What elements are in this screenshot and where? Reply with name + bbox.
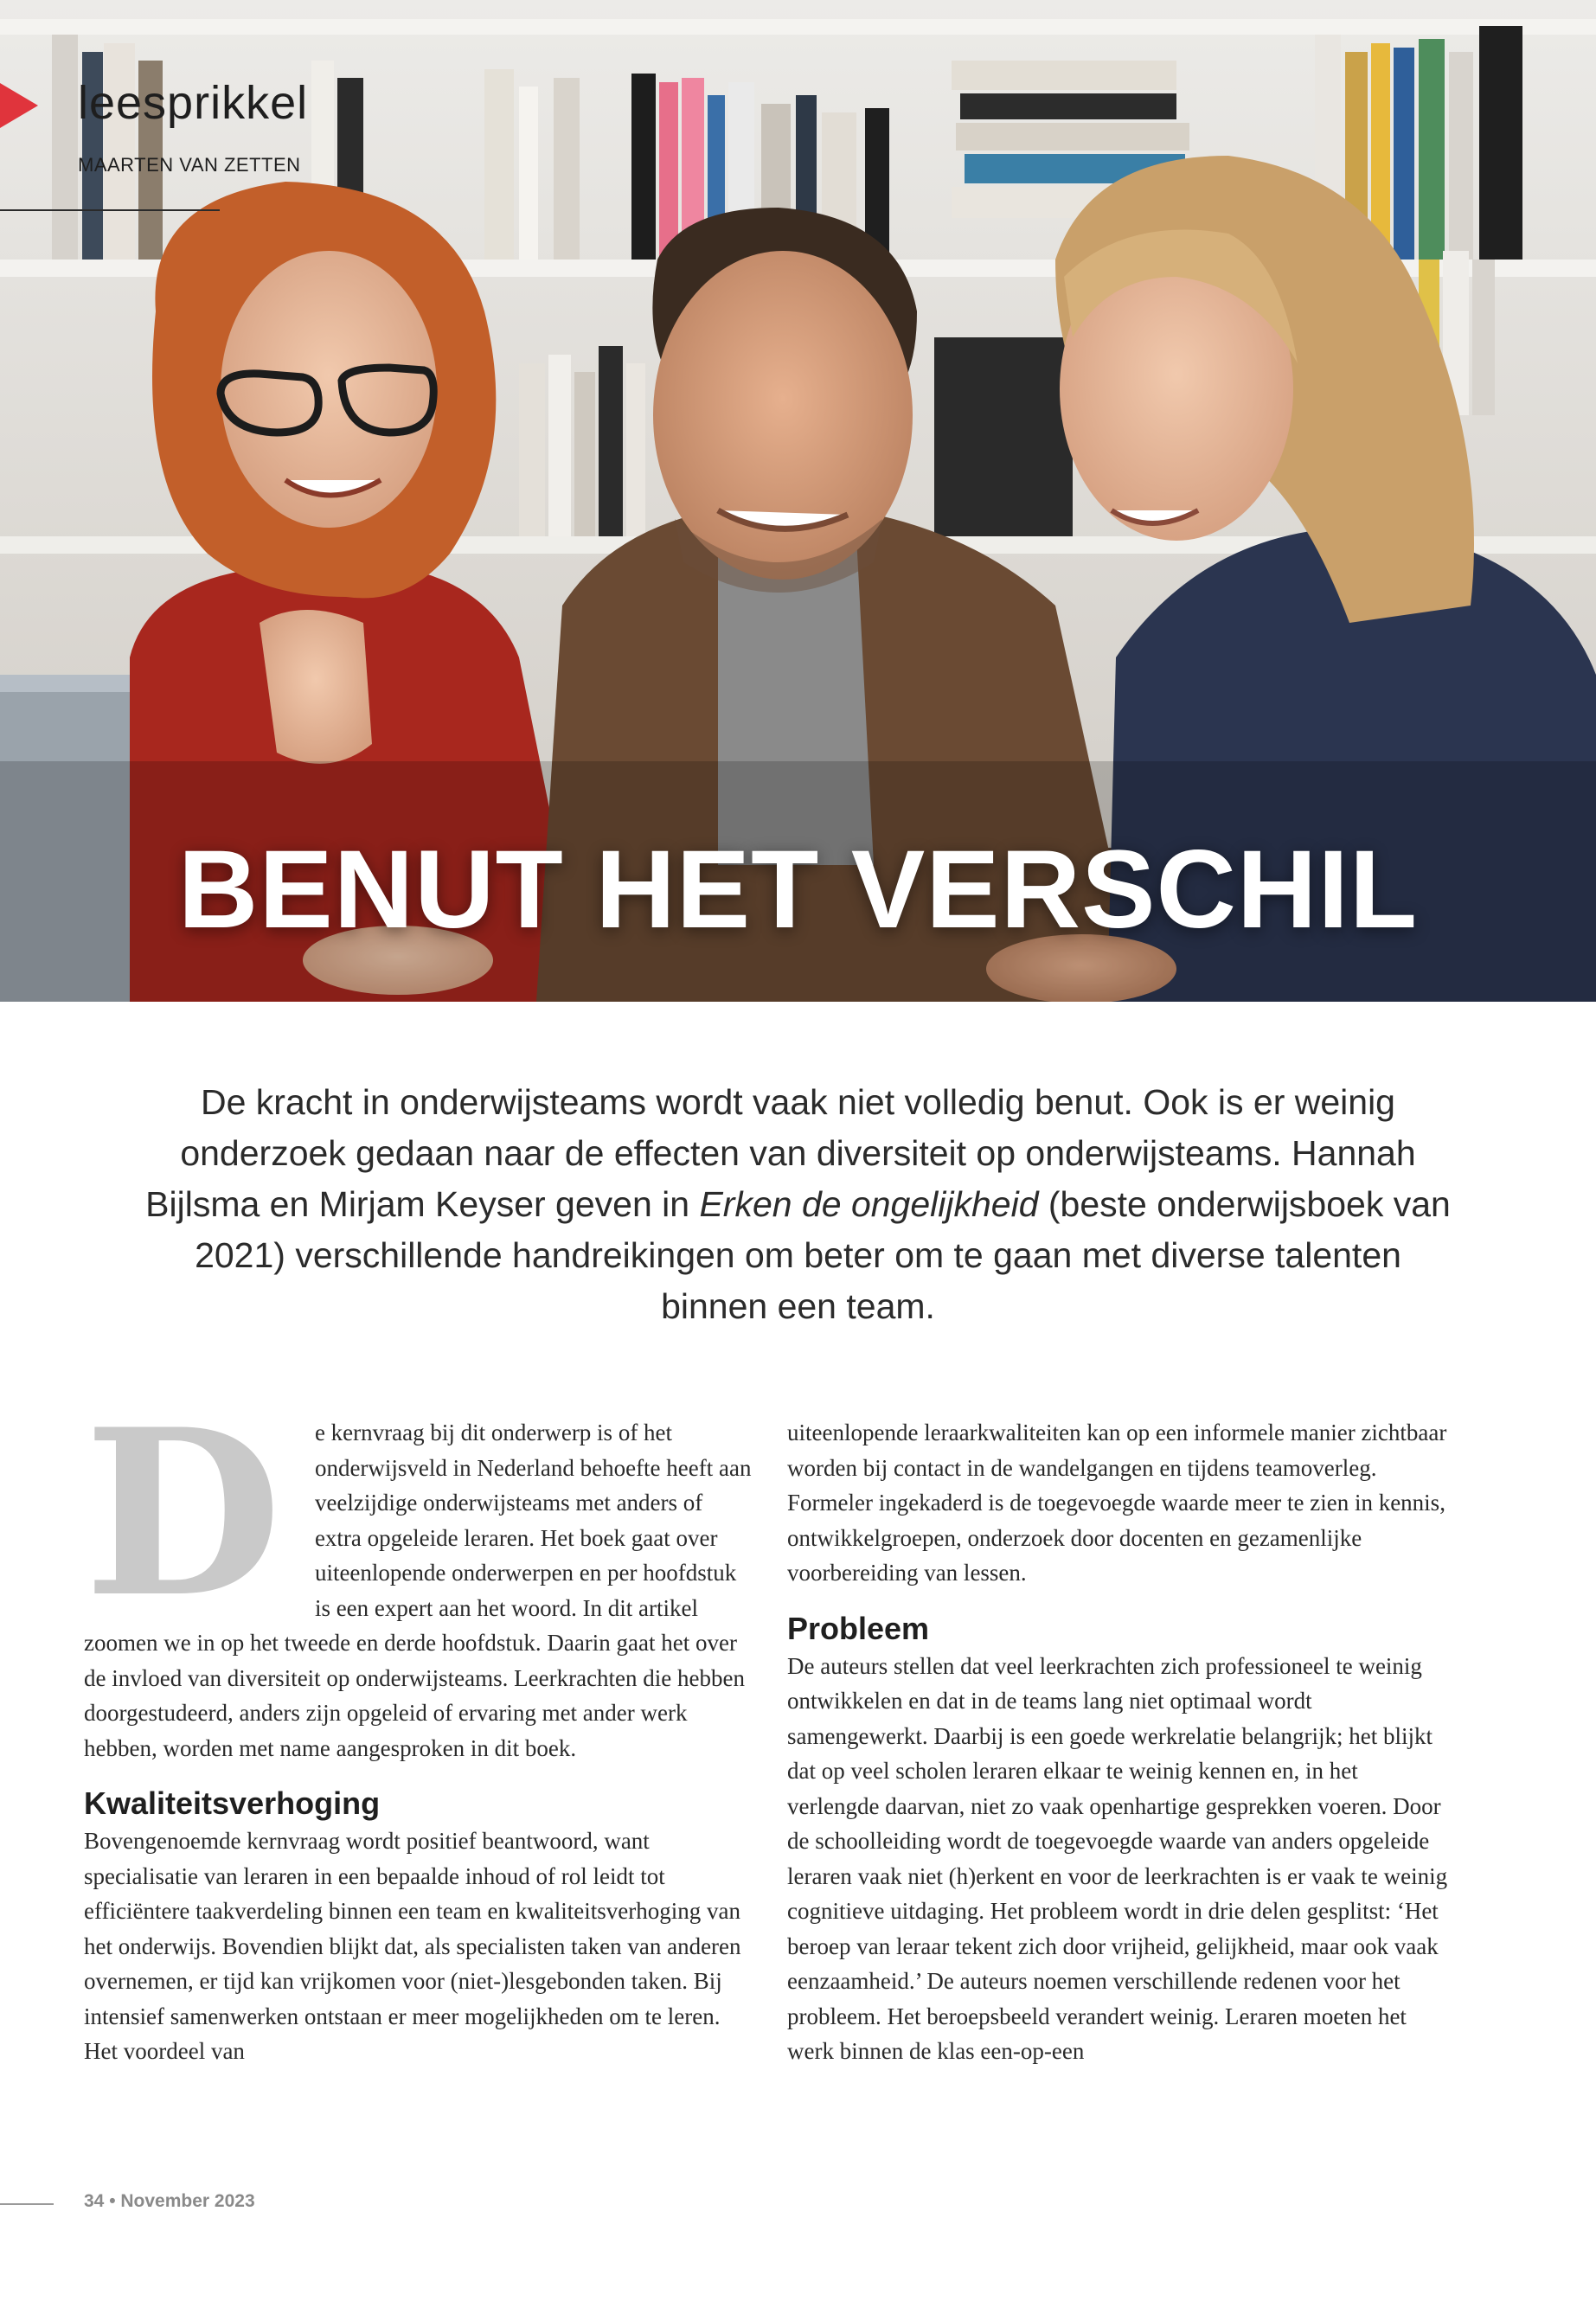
author-divider — [0, 209, 220, 211]
book-title: Erken de ongelijkheid — [699, 1184, 1039, 1224]
body-column-left — [84, 1380, 752, 2069]
paragraph-intro: e kernvraag bij dit onderwerp is of het onderwijsveld in Nederland behoefte heeft aan veelzijdige onderwijsteams met anders of extra opgeleide leraren. Het boek gaat over uiteenlopende onderwerpen en per hoofdstuk is een expert aan het woord. In dit artikel zoomen we in op het tweede en derde hoofdstuk. Daarin gaat het over de invloed van diversiteit op onderwijsteams. Leerkrachten die hebben doorgestudeerd, anders zijn opgeleid of ervaring met ander werk hebben, worden met name aangesproken in dit boek. — [84, 1420, 752, 1761]
body-column-right — [787, 1415, 1455, 2069]
paragraph-probleem: De auteurs stellen dat veel leerkrachten zich professioneel te weinig ontwikkelen en dat in de teams lang niet optimaal wordt samengewerkt. Daarbij is een goede werkrelatie belangrijk; het blijkt dat op veel scholen leraren elkaar te weinig kennen en, in het verlengde daarvan, niet zo vaak openhartige gesprekken voeren. Door de schoolleiding wordt de toegevoegde waarde van anders opgeleide leraren vaak niet (h)erkent en voor de leerkrachten is er vaak te weinig cognitieve uitdaging. Het probleem wordt in drie delen gesplitst: ‘Het beroep van leraar tekent zich door vrijheid, gelijkheid, maar ook vaak eenzaamheid.’ De auteurs noemen verschillende redenen voor het probleem. Het beroepsbeeld verandert weinig. Leraren moeten het werk binnen de klas een-op-een — [787, 1652, 1448, 2064]
section-label: leesprikkel — [78, 77, 309, 129]
intro-text-part2: (beste onderwijsboek van 2021) verschillende handreikingen om beter om te gaan met diverse talenten binnen een team. — [195, 1184, 1451, 1326]
subheading-kwaliteitsverhoging: Kwaliteitsverhoging — [84, 1785, 381, 1821]
intro-text-part1: De kracht in onderwijsteams wordt vaak niet volledig benut. Ook is er weinig onderzoek gedaan naar de effecten van diversiteit op onderwijsteams. Hannah Bijlsma en Mirjam Keyser geven in — [145, 1082, 1416, 1224]
paragraph-kwaliteit: Bovengenoemde kernvraag wordt positief beantwoord, want specialisatie van leraren in een bepaalde inhoud of rol leidt tot efficiëntere taakverdeling binnen een team en kwaliteitsverhoging van het onderwijs. Bovendien blijkt dat, als specialisten taken van anderen overnemen, er tijd kan vrijkomen voor (niet-)lesgebonden taken. Bij intensief samenwerken ontstaan er meer mogelijkheden om te leren. Het voordeel van — [84, 1828, 741, 2064]
footer-divider — [0, 2203, 54, 2205]
author-name: MAARTEN VAN ZETTEN — [78, 154, 301, 176]
paragraph-continued: uiteenlopende leraarkwaliteiten kan op een informele manier zichtbaar worden bij contact in de wandelgangen en tijdens teamoverleg. Formeler ingekaderd is de toegevoegde waarde meer te zien in kennis, ontwikkelgroepen, onderzoek door docenten en gezamenlijke voorbereiding van lessen. — [787, 1420, 1447, 1586]
article-title: BENUT HET VERSCHIL — [177, 828, 1419, 952]
hero-section — [0, 0, 1596, 1002]
section-marker-icon — [0, 83, 38, 128]
drop-cap: D — [84, 1380, 282, 1648]
page-footer: 34 • November 2023 — [84, 2191, 255, 2211]
subheading-probleem: Probleem — [787, 1610, 930, 1646]
article-intro — [138, 1077, 1458, 1332]
